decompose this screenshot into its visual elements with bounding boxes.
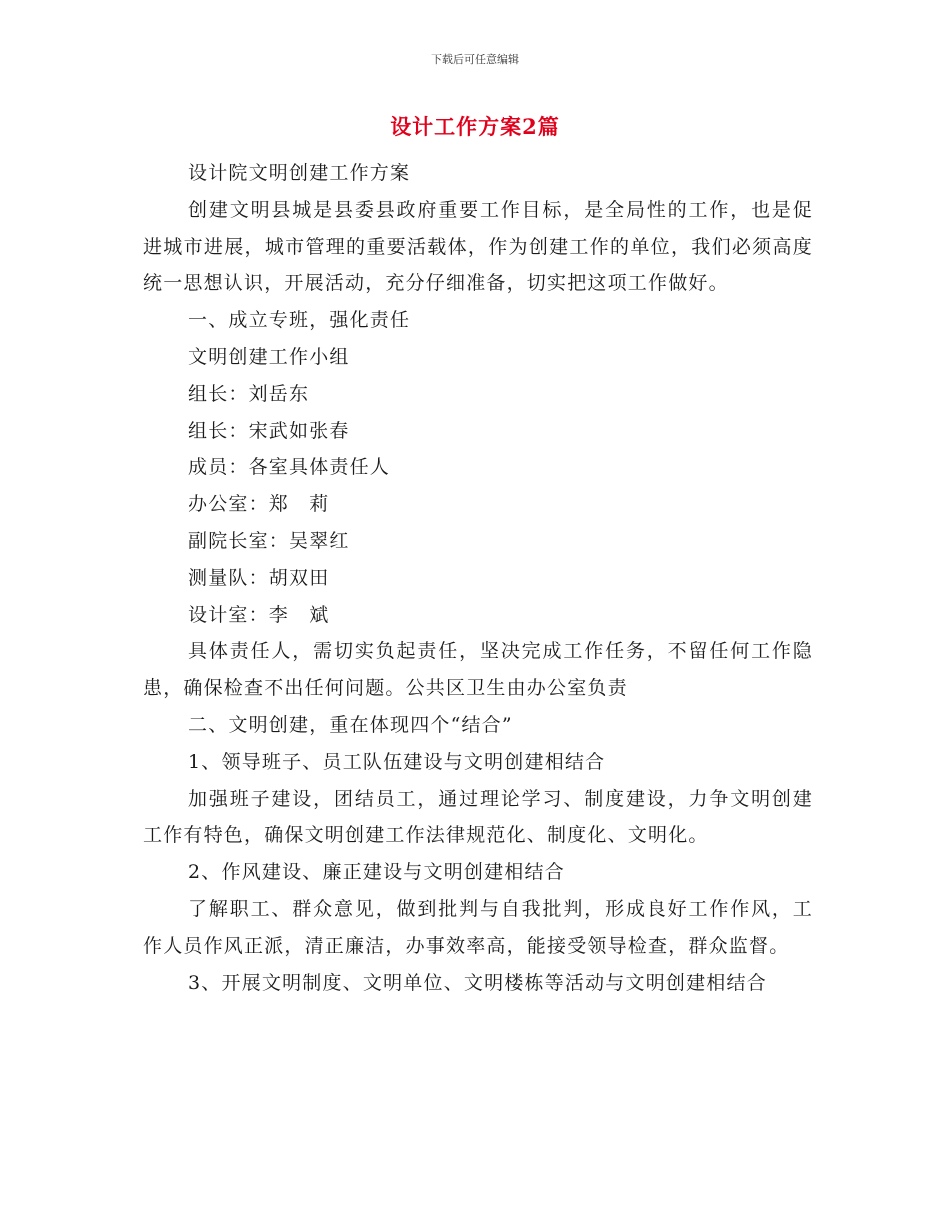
subsection-heading: 3、开展文明制度、文明单位、文明楼栋等活动与文明创建相结合 xyxy=(188,971,767,994)
paragraph: 设计室：李 斌 xyxy=(188,603,330,626)
paragraph: 组长：刘岳东 xyxy=(188,382,310,405)
paragraph: 测量队：胡双田 xyxy=(188,566,330,589)
subsection-heading: 1、领导班子、员工队伍建设与文明创建相结合 xyxy=(188,750,606,773)
paragraph: 了解职工、群众意见，做到批判与自我批判，形成良好工作作风，工作人员作风正派，清正廉洁，办事效率高，能接受领导检查，群众监督。 xyxy=(143,897,813,957)
paragraph: 文明创建工作小组 xyxy=(188,345,350,368)
paragraph: 具体责任人，需切实负起责任，坚决完成工作任务，不留任何工作隐患，确保检查不出任何问题。公共区卫生由办公室负责 xyxy=(143,640,813,700)
paragraph: 组长：宋武如张春 xyxy=(188,419,350,442)
paragraph-subtitle: 设计院文明创建工作方案 xyxy=(188,162,411,184)
paragraph-intro: 创建文明县城是县委县政府重要工作目标，是全局性的工作，也是促进城市进展，城市管理的重要活载体，作为创建工作的单位，我们必须高度统一思想认识，开展活动，充分仔细准备，切实把这项工作做好。 xyxy=(143,198,813,295)
paragraph: 成员：各室具体责任人 xyxy=(188,456,391,479)
document-title: 设计工作方案2篇 xyxy=(390,114,560,139)
header-note: 下载后可任意编辑 xyxy=(431,53,519,66)
document-body xyxy=(143,155,813,1001)
paragraph: 办公室：郑 莉 xyxy=(188,493,330,516)
section-heading-2: 二、文明创建，重在体现四个“结合” xyxy=(188,713,513,736)
section-heading-1: 一、成立专班，强化责任 xyxy=(188,309,411,332)
paragraph: 加强班子建设，团结员工，通过理论学习、制度建设，力争文明创建工作有特色，确保文明创建工作法律规范化、制度化、文明化。 xyxy=(143,787,813,847)
paragraph: 副院长室：吴翠红 xyxy=(188,529,350,552)
subsection-heading: 2、作风建设、廉正建设与文明创建相结合 xyxy=(188,861,565,884)
